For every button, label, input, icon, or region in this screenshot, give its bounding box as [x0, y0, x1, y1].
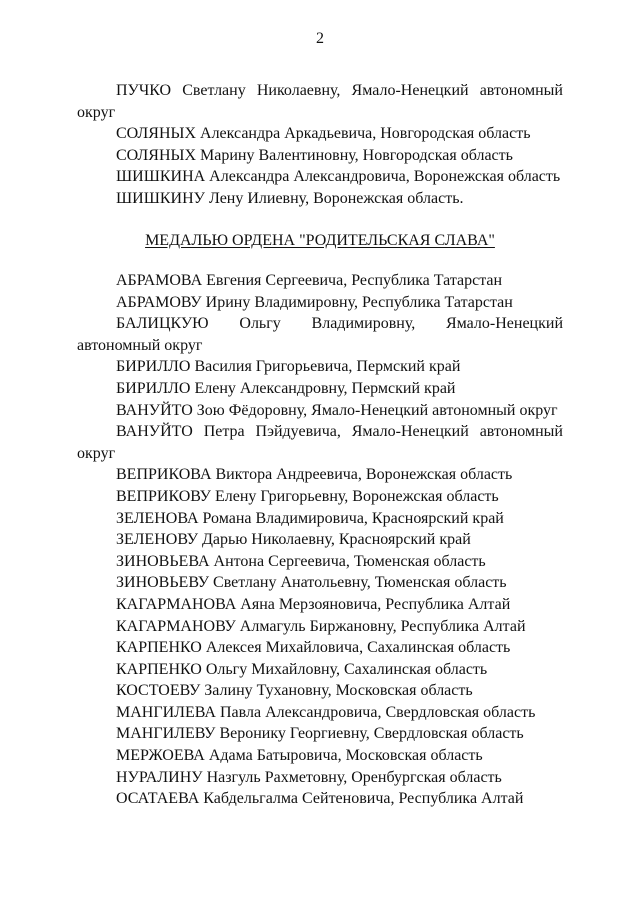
- list-item: ОСАТАЕВА Кабдельгалма Сейтеновича, Республика Алтай: [116, 790, 524, 808]
- list-item: ШИШКИНА Александра Александровича, Воронежская область: [116, 168, 561, 186]
- list-item: ПУЧКО Светлану Николаевну, Ямало-Ненецкий автономный: [116, 82, 563, 99]
- section-heading: [0, 232, 640, 250]
- list-item: ЗИНОВЬЕВА Антона Сергеевича, Тюменская область: [116, 552, 486, 570]
- list-item: БИРИЛЛО Василия Григорьевича, Пермский край: [116, 358, 461, 376]
- section-heading-text: МЕДАЛЬЮ ОРДЕНА "РОДИТЕЛЬСКАЯ СЛАВА": [145, 232, 495, 249]
- list-item: КАРПЕНКО Ольгу Михайловну, Сахалинская область: [116, 660, 488, 678]
- list-item: СОЛЯНЫХ Марину Валентиновну, Новгородская область: [116, 146, 513, 164]
- award-list-continued: [77, 80, 563, 210]
- medal-recipient-list: [77, 270, 563, 810]
- list-item: МАНГИЛЕВУ Веронику Георгиевну, Свердловская область: [116, 725, 524, 743]
- list-item: КАГАРМАНОВУ Алмагуль Биржановну, Республика Алтай: [116, 617, 526, 635]
- list-item: ЗИНОВЬЕВУ Светлану Анатольевну, Тюменская область: [116, 574, 507, 592]
- list-item: МЕРЖОЕВА Адама Батыровича, Московская область: [116, 747, 483, 765]
- list-item-continuation: округ: [77, 103, 116, 121]
- list-item: БАЛИЦКУЮ Ольгу Владимировну, Ямало-Ненецкий: [116, 315, 563, 333]
- list-item: АБРАМОВУ Ирину Владимировну, Республика Татарстан: [116, 293, 513, 311]
- list-item: КАГАРМАНОВА Аяна Мерзояновича, Республика Алтай: [116, 595, 511, 613]
- list-item: ЗЕЛЕНОВУ Дарью Николаевну, Красноярский край: [116, 531, 471, 549]
- list-item: АБРАМОВА Евгения Сергеевича, Республика Татарстан: [116, 272, 503, 289]
- list-item: КАРПЕНКО Алексея Михайловича, Сахалинская область: [116, 639, 511, 657]
- list-item: ВАНУЙТО Петра Пэйдуевича, Ямало-Ненецкий автономный: [116, 423, 563, 441]
- list-item: БИРИЛЛО Елену Александровну, Пермский край: [116, 379, 456, 397]
- list-item: КОСТОЕВУ Залину Тухановну, Московская область: [116, 682, 473, 700]
- list-item-continuation: автономный округ: [77, 336, 203, 354]
- list-item-continuation: округ: [77, 444, 116, 462]
- list-item: ШИШКИНУ Лену Илиевну, Воронежская область.: [116, 189, 464, 207]
- list-item: ВЕПРИКОВА Виктора Андреевича, Воронежская область: [116, 466, 513, 484]
- list-item: МАНГИЛЕВА Павла Александровича, Свердловская область: [116, 703, 536, 721]
- list-item: ЗЕЛЕНОВА Романа Владимировича, Красноярский край: [116, 509, 504, 527]
- page-number: 2: [316, 30, 324, 47]
- list-item: ВАНУЙТО Зою Фёдоровну, Ямало-Ненецкий автономный округ: [116, 401, 558, 419]
- list-item: НУРАЛИНУ Назгуль Рахметовну, Оренбургская область: [116, 768, 502, 786]
- list-item: ВЕПРИКОВУ Елену Григорьевну, Воронежская область: [116, 487, 499, 505]
- list-item: СОЛЯНЫХ Александра Аркадьевича, Новгородская область: [116, 125, 531, 143]
